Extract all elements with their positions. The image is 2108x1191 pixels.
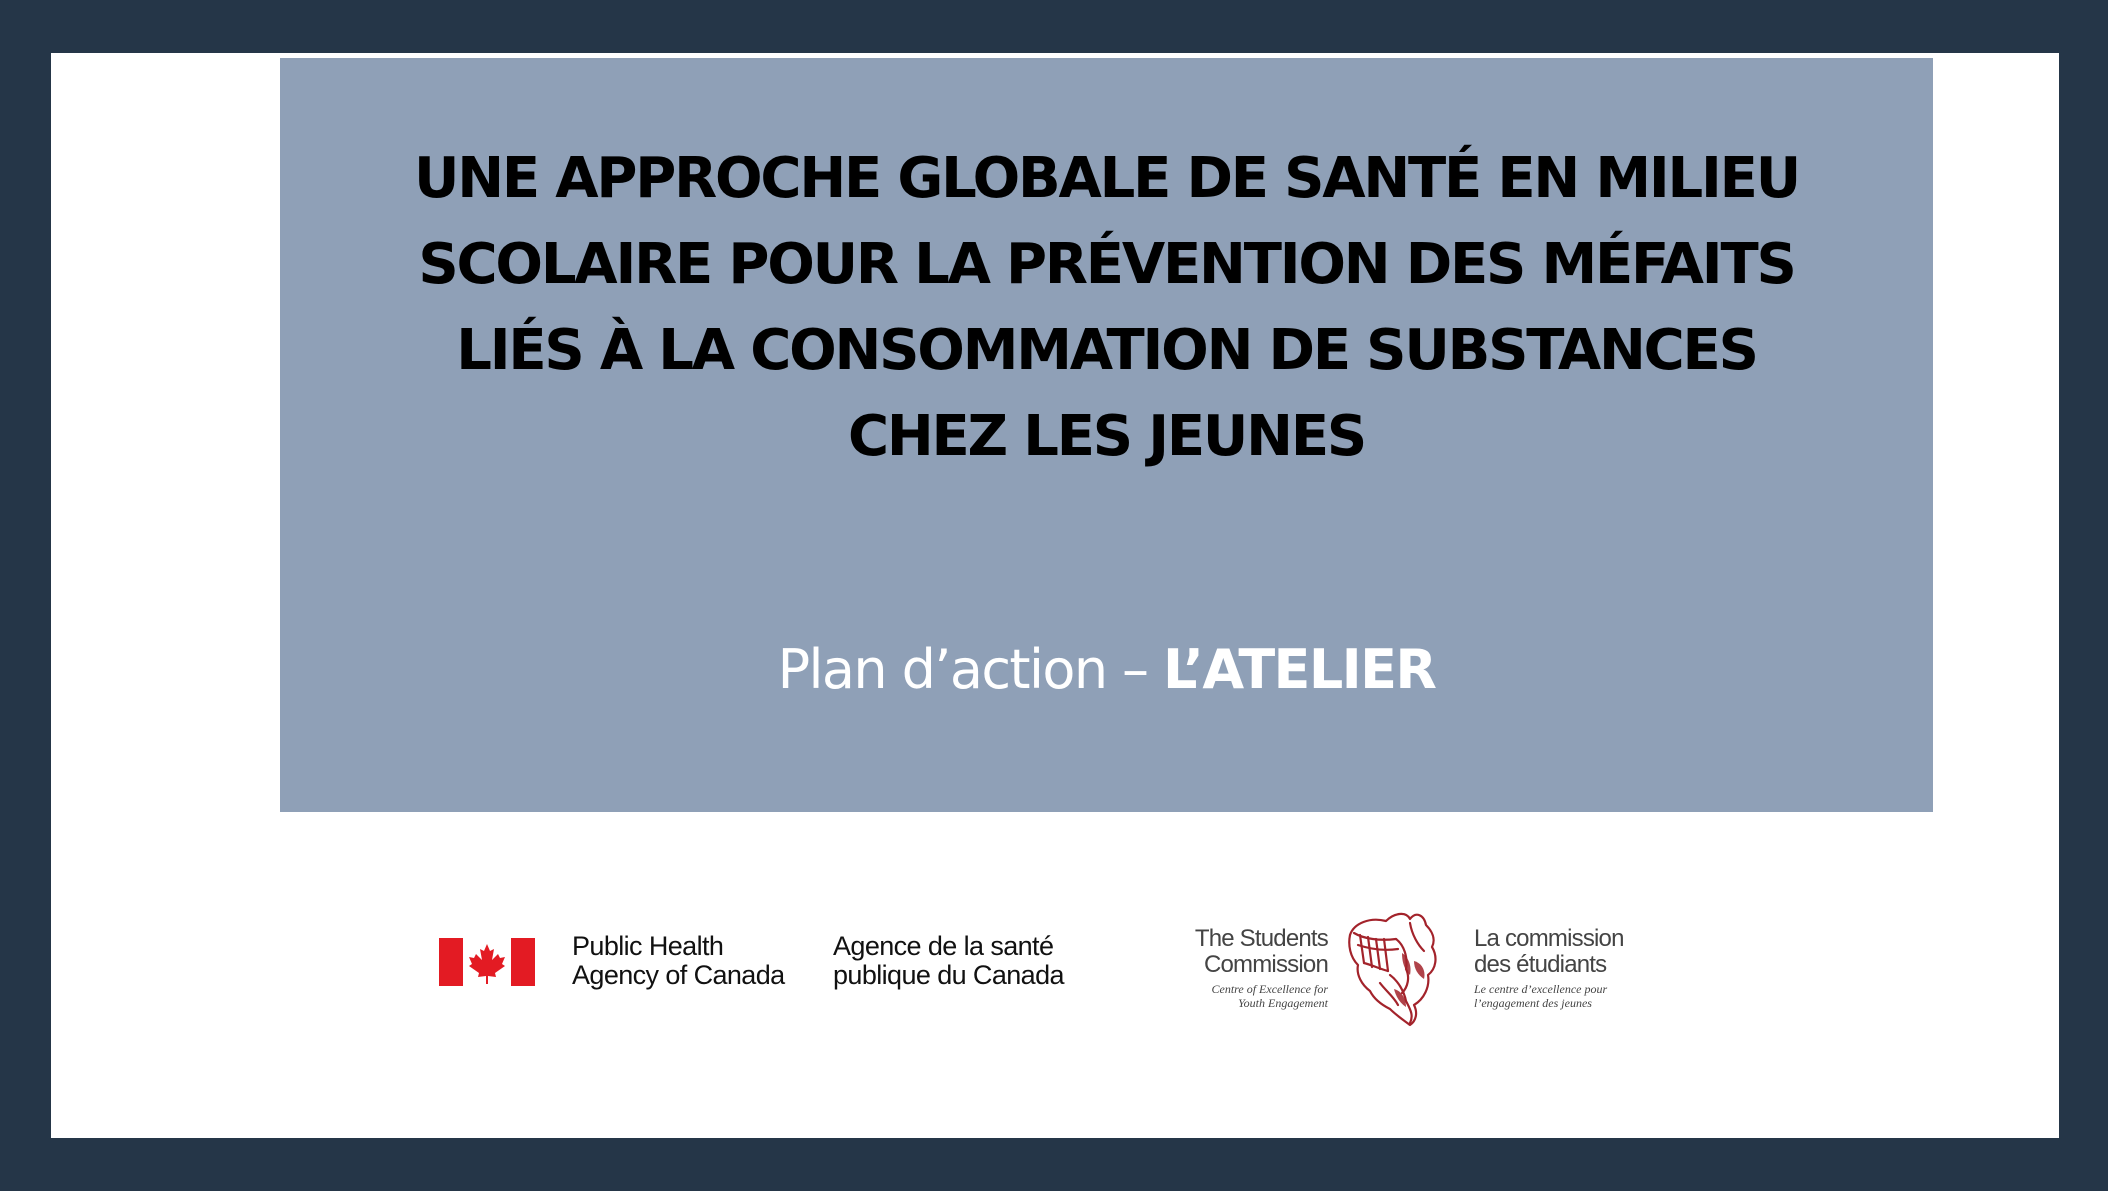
subtitle-prefix: Plan d’action – [777, 638, 1164, 701]
students-commission-emblem-icon [1340, 905, 1460, 1030]
sc-en-name-line: The Students [1194, 925, 1328, 952]
sc-en-tag-line: Centre of Excellence for [1211, 982, 1328, 996]
phac-fr-line: publique du Canada [833, 960, 1064, 990]
title-line: UNE APPROCHE GLOBALE DE SANTÉ EN MILIEU [413, 146, 1800, 211]
sc-fr-name-line: La commission [1474, 925, 1624, 952]
title-panel [280, 58, 1933, 812]
logo-strip [0, 895, 2108, 1045]
students-commission-french [1474, 926, 1624, 1010]
title-line: SCOLAIRE POUR LA PRÉVENTION DES MÉFAITS [418, 232, 1795, 297]
sc-fr-tag-line: l’engagement des jeunes [1474, 996, 1592, 1010]
subtitle-strong: L’ATELIER [1163, 638, 1436, 701]
phac-english-name [572, 932, 812, 990]
sc-en-tag-line: Youth Engagement [1238, 996, 1328, 1010]
students-commission-english [1195, 926, 1328, 1010]
title-line: LIÉS À LA CONSOMMATION DE SUBSTANCES [456, 318, 1757, 383]
phac-en-line: Agency of Canada [572, 960, 785, 990]
title-line: CHEZ LES JEUNES [847, 404, 1366, 469]
phac-french-name [833, 932, 1093, 990]
sc-fr-name-line: des étudiants [1474, 951, 1607, 978]
phac-en-line: Public Health [572, 931, 724, 961]
slide-title [320, 136, 1893, 480]
sc-fr-tag-line: Le centre d’excellence pour [1474, 982, 1608, 996]
canada-flag-icon [439, 938, 535, 986]
slide-subtitle [280, 628, 1933, 712]
sc-en-name-line: Commission [1203, 951, 1328, 978]
phac-fr-line: Agence de la santé [833, 931, 1054, 961]
